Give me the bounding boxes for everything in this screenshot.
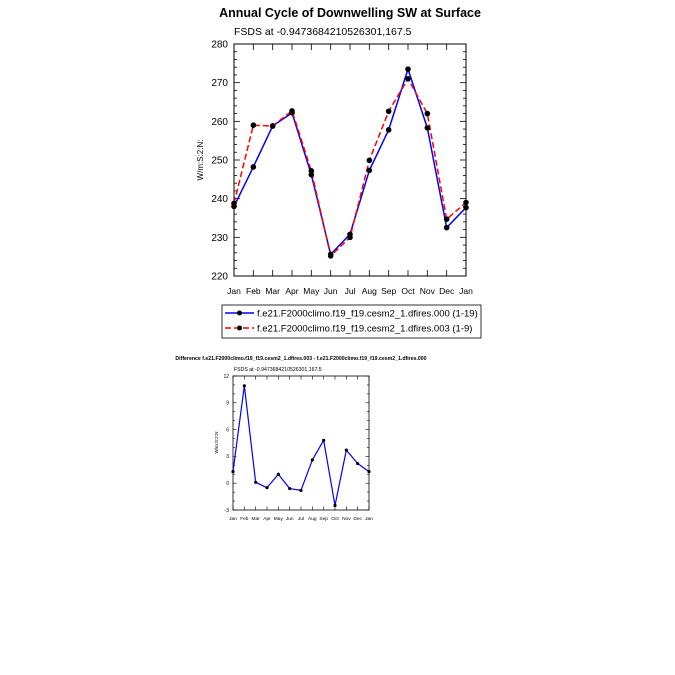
difference-series-1-point	[367, 470, 370, 473]
main-series-1-point	[386, 127, 392, 133]
difference-series-1-point	[322, 439, 325, 442]
main-xtick-label: Nov	[419, 286, 435, 296]
main-xtick-label: Aug	[361, 286, 377, 296]
difference-series-1-point	[254, 481, 257, 484]
main-series-2-point	[425, 111, 431, 117]
main-chart	[196, 6, 481, 296]
difference-ytick-label: 6	[226, 427, 229, 434]
difference-ytick-label: 9	[226, 400, 229, 407]
legend	[222, 305, 481, 338]
difference-ytick-label: 0	[226, 480, 229, 487]
main-xtick-label: Feb	[246, 286, 261, 296]
difference-chart-title: Difference f.e21.F2000climo.f19_f19.cesm2_1.dfires.003 - f.e21.F2000climo.f19_f19.cesm2_1.dfires.000	[175, 356, 427, 362]
difference-xtick-label: May	[273, 517, 283, 522]
main-series-1-point	[463, 205, 469, 211]
main-xtick-label: Jan	[459, 286, 473, 296]
main-xtick-label: Oct	[401, 286, 415, 296]
main-ytick-label: 230	[211, 232, 228, 244]
main-xtick-label: Mar	[265, 286, 280, 296]
main-series-1-point	[425, 125, 431, 131]
difference-series-1-point	[345, 449, 348, 452]
difference-series-1-point	[299, 489, 302, 492]
difference-ytick-label: -3	[224, 507, 229, 514]
difference-xtick-label: Feb	[240, 517, 249, 522]
main-series-2-point	[444, 216, 450, 222]
main-series-2-point	[463, 200, 469, 206]
main-series-1-point	[444, 225, 450, 231]
main-ytick-label: 280	[211, 39, 228, 51]
main-xtick-label: Jun	[323, 286, 338, 296]
main-ytick-label: 270	[211, 78, 228, 90]
difference-ytick-label: 3	[226, 454, 229, 461]
main-ytick-label: 260	[211, 116, 228, 128]
difference-xtick-label: Sep	[319, 517, 328, 522]
difference-xtick-label: Aug	[308, 517, 317, 522]
main-xtick-label: Jul	[344, 286, 356, 296]
main-series-2-line	[234, 79, 466, 256]
difference-chart-series	[231, 384, 370, 507]
legend-marker-series-2	[237, 326, 242, 331]
difference-chart	[175, 356, 426, 522]
main-series-2-point	[328, 253, 334, 259]
difference-series-1-point	[288, 487, 291, 490]
main-series-1-line	[234, 69, 466, 254]
difference-series-1-point	[356, 462, 359, 465]
difference-xtick-label: Dec	[353, 517, 362, 522]
main-ytick-label: 240	[211, 194, 228, 206]
difference-xtick-label: Jul	[297, 517, 305, 522]
main-chart-subtitle: FSDS at -0.9473684210526301,167.5	[234, 26, 412, 38]
main-series-2-point	[251, 122, 257, 128]
difference-xtick-label: Oct	[331, 517, 339, 522]
main-xtick-label: Jan	[227, 286, 241, 296]
difference-xtick-label: Jan	[365, 517, 373, 522]
difference-series-1-line	[233, 386, 369, 506]
main-series-2-point	[231, 201, 237, 207]
difference-xtick-label: Jan	[229, 517, 237, 522]
main-series-1-point	[367, 168, 373, 174]
main-series-2-point	[347, 235, 353, 241]
main-series-1-point	[405, 66, 411, 72]
difference-chart-ylabel: W/m:S:2:N:	[214, 430, 219, 454]
main-xtick-label: Dec	[439, 286, 455, 296]
main-series-2-point	[386, 108, 392, 114]
difference-series-1-point	[231, 470, 234, 473]
difference-xtick-label: Apr	[263, 517, 271, 522]
main-xtick-label: Apr	[285, 286, 299, 296]
main-series-2-point	[309, 168, 315, 174]
legend-marker-series-1	[237, 311, 242, 316]
difference-series-1-point	[243, 384, 246, 387]
main-chart-series	[231, 66, 469, 258]
main-xtick-label: Sep	[381, 286, 397, 296]
legend-label-series-2: f.e21.F2000climo.f19_f19.cesm2_1.dfires.003 (1-9)	[257, 323, 473, 335]
difference-series-1-point	[311, 458, 314, 461]
main-chart-ylabel: W/m:S:2:N:	[196, 139, 205, 181]
main-plot-frame	[234, 44, 466, 276]
difference-ytick-label: 12	[223, 373, 229, 380]
difference-chart-subtitle: FSDS at -0.9473684210526301,167.5	[234, 367, 322, 373]
main-series-1-point	[251, 164, 257, 170]
main-series-2-point	[405, 76, 411, 82]
legend-label-series-1: f.e21.F2000climo.f19_f19.cesm2_1.dfires.000 (1-19)	[257, 308, 478, 320]
main-ytick-label: 220	[211, 271, 228, 283]
difference-xtick-label: Jun	[285, 517, 294, 522]
difference-series-1-point	[277, 473, 280, 476]
main-chart-axes	[211, 40, 473, 297]
main-ytick-label: 250	[211, 155, 228, 167]
main-series-2-point	[289, 108, 295, 114]
main-series-2-point	[270, 123, 276, 129]
difference-series-1-point	[333, 504, 336, 507]
difference-series-1-point	[265, 486, 268, 489]
difference-xtick-label: Mar	[251, 517, 260, 522]
difference-xtick-label: Nov	[342, 517, 351, 522]
main-xtick-label: May	[303, 286, 320, 296]
main-chart-title: Annual Cycle of Downwelling SW at Surface	[219, 6, 481, 20]
main-series-2-point	[367, 158, 373, 164]
